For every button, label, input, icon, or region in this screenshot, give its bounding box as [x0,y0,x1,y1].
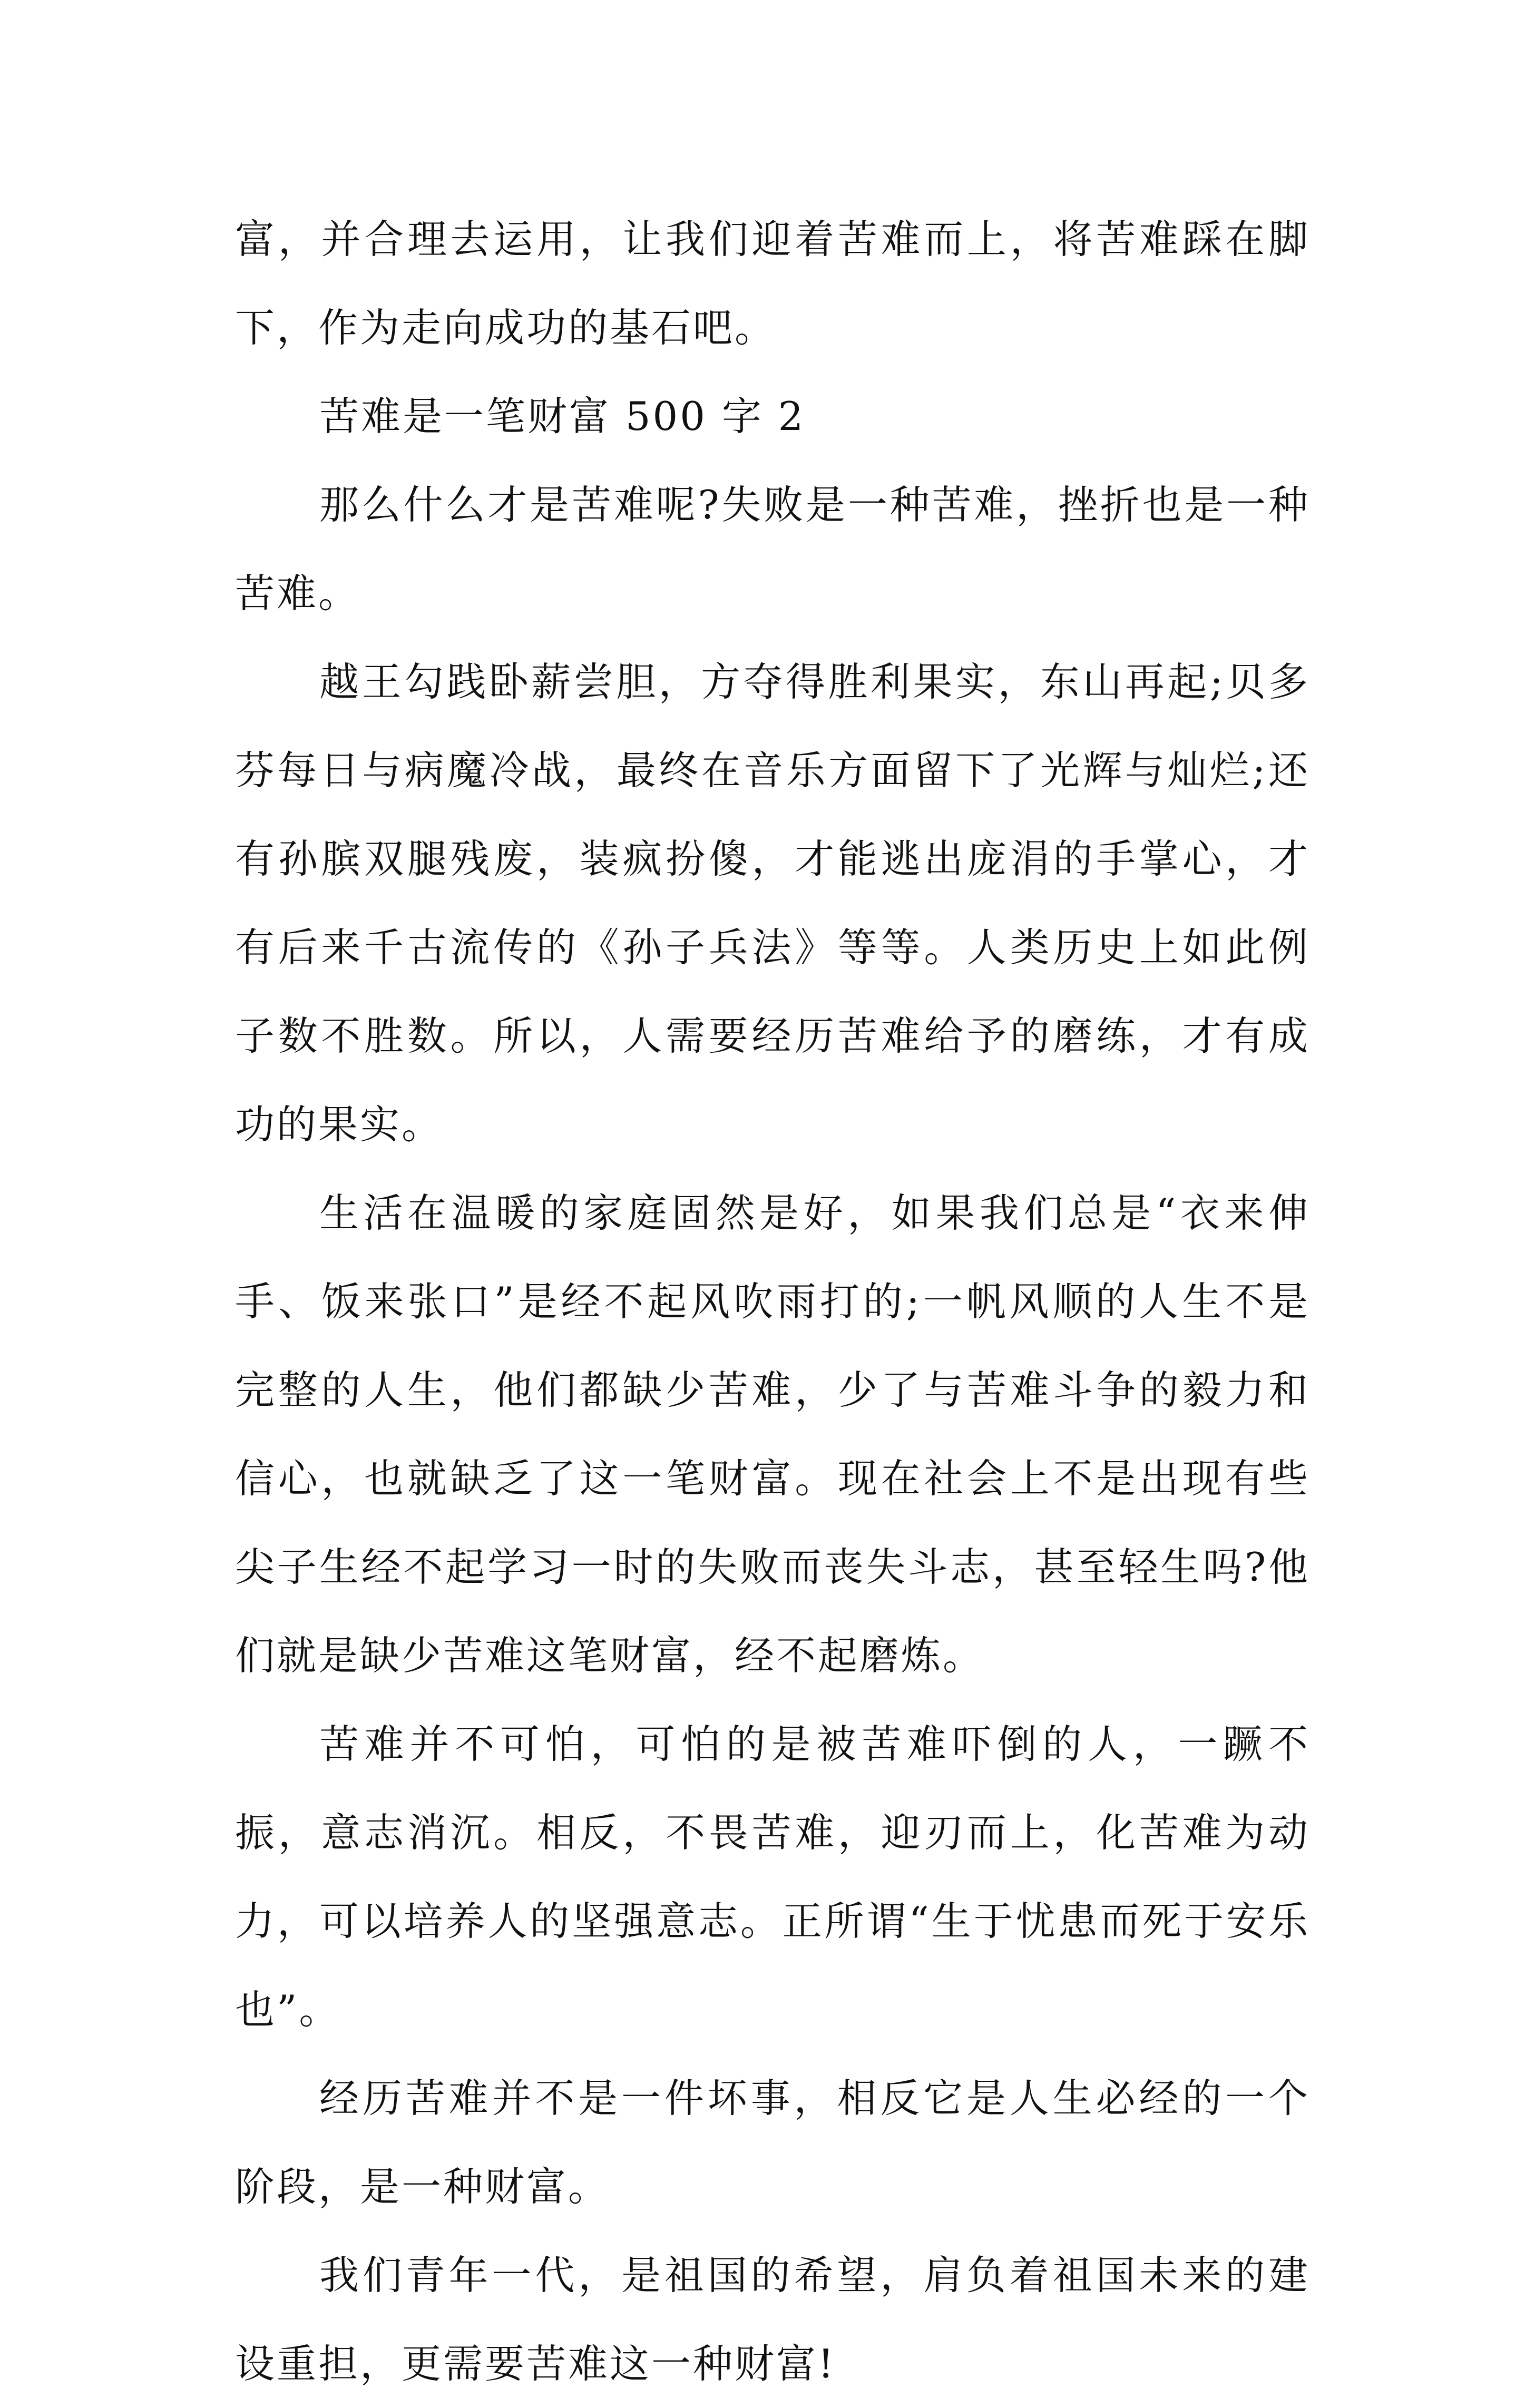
paragraph: 那么什么才是苦难呢?失败是一种苦难，挫折也是一种苦难。 [235,482,1310,616]
paragraph: 我们青年一代，是祖国的希望，肩负着祖国未来的建设重担，更需要苦难这一种财富! [235,2252,1310,2387]
paragraph: 经历苦难并不是一件坏事，相反它是人生必经的一个阶段，是一种财富。 [235,2075,1310,2210]
section-heading: 苦难是一笔财富 500 字 2 [319,393,806,439]
paragraph: 越王勾践卧薪尝胆，方夺得胜利果实，东山再起;贝多芬每日与病魔冷战，最终在音乐方面留下了光辉与灿烂;还有孙膑双腿残废，装疯扮傻，才能逃出庞涓的手掌心，才有后来千古流传的《孙子兵法》等等。人类历史上如此例子数不胜数。所以，人需要经历苦难给予的磨练，才有成功的果实。 [235,659,1310,1148]
paragraph-continuation: 富，并合理去运用，让我们迎着苦难而上，将苦难踩在脚下，作为走向成功的基石吧。 [235,216,1310,351]
paragraph: 生活在温暖的家庭固然是好，如果我们总是“衣来伸手、饭来张口”是经不起风吹雨打的;一帆风顺的人生不是完整的人生，他们都缺少苦难，少了与苦难斗争的毅力和信心，也就缺乏了这一笔财富。现在社会上不是出现有些尖子生经不起学习一时的失败而丧失斗志，甚至轻生吗?他们就是缺少苦难这笔财富，经不起磨炼。 [235,1190,1310,1679]
document-body [235,195,1310,2408]
paragraph: 苦难并不可怕，可怕的是被苦难吓倒的人，一蹶不振，意志消沉。相反，不畏苦难，迎刃而上，化苦难为动力，可以培养人的坚强意志。正所谓“生于忧患而死于安乐也”。 [235,1721,1310,2033]
